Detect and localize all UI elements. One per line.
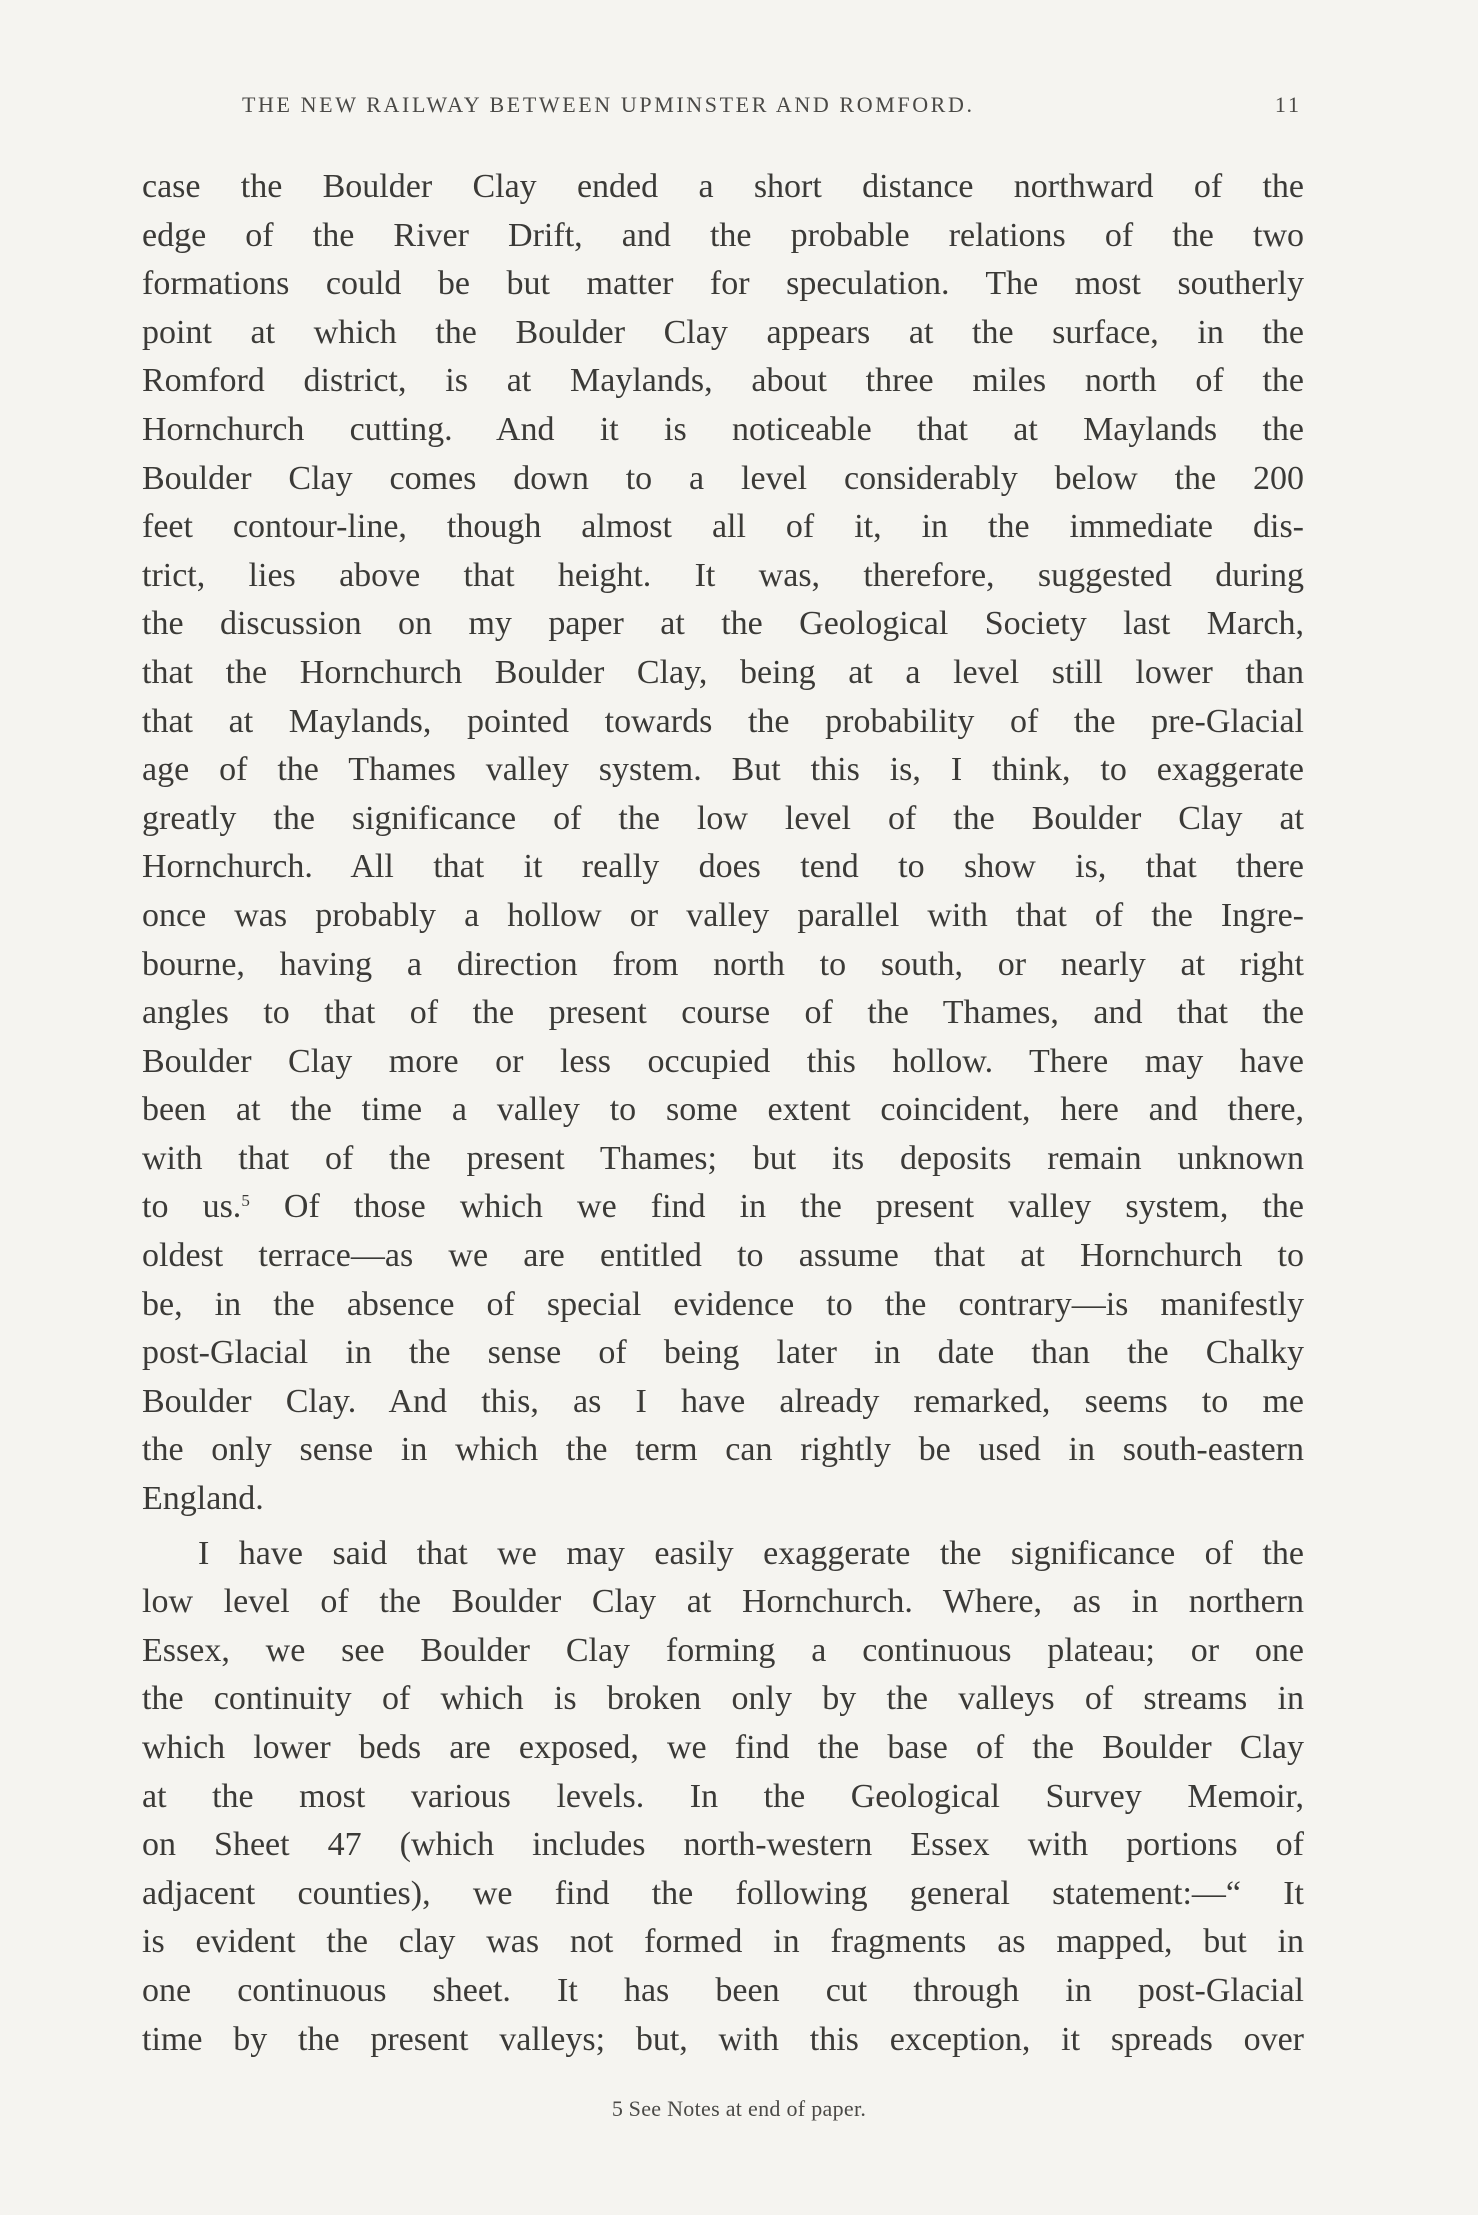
text-line: at the most various levels. In the Geological Survey Memoir, (142, 1777, 1304, 1815)
text-line: greatly the significance of the low level of the Boulder Clay at (142, 799, 1304, 837)
text-line: is evident the clay was not formed in fragments as mapped, but in (142, 1923, 1304, 1961)
text-line: point at which the Boulder Clay appears at the surface, in the (142, 313, 1304, 351)
page-number: 11 (1274, 92, 1302, 117)
text-line: which lower beds are exposed, we find the base of the Boulder Clay (142, 1729, 1304, 1766)
text-line: once was probably a hollow or valley parallel with that of the Ingre- (142, 896, 1304, 934)
text-line: Hornchurch. All that it really does tend to show is, that there (142, 848, 1304, 886)
text-line: low level of the Boulder Clay at Hornchurch. Where, as in northern (142, 1583, 1304, 1621)
text-line: angles to that of the present course of the Thames, and that the (142, 994, 1304, 1032)
text-segment: Of those which we find in the present valley system, the (249, 1188, 1305, 1226)
paragraph-1 (142, 163, 1304, 1524)
paragraph-2 (142, 1530, 1304, 2065)
text-line: one continuous sheet. It has been cut through in post-Glacial (142, 1971, 1304, 2009)
footnote-text: See Notes at end of paper. (628, 2096, 867, 2121)
text-line: be, in the absence of special evidence to the contrary—is manifestly (142, 1285, 1304, 1323)
running-title: THE NEW RAILWAY BETWEEN UPMINSTER AND ROMFORD. (242, 92, 975, 117)
text-line: on Sheet 47 (which includes north-western Essex with portions of (142, 1826, 1304, 1864)
text-segment: to us. (142, 1188, 242, 1226)
footnote-number: 5 (611, 2096, 624, 2121)
text-line: been at the time a valley to some extent coincident, here and there, (142, 1091, 1304, 1129)
text-line: the only sense in which the term can rightly be used in south-eastern (142, 1431, 1304, 1469)
text-line: age of the Thames valley system. But this is, I think, to exaggerate (142, 751, 1304, 789)
text-line: post-Glacial in the sense of being later in date than the Chalky (142, 1334, 1304, 1372)
text-line: edge of the River Drift, and the probable relations of the two (142, 216, 1304, 254)
text-line: Boulder Clay comes down to a level considerably below the 200 (142, 459, 1304, 497)
text-line: Boulder Clay. And this, as I have already remarked, seems to me (142, 1382, 1304, 1420)
running-head (142, 92, 1302, 122)
text-line: the discussion on my paper at the Geological Society last March, (142, 605, 1304, 643)
footnote (0, 2096, 1478, 2122)
text-line: I have said that we may easily exaggerate the significance of the (198, 1534, 1304, 1572)
text-line: the continuity of which is broken only by the valleys of streams in (142, 1680, 1304, 1718)
text-line: bourne, having a direction from north to south, or nearly at right (142, 945, 1304, 983)
text-line: time by the present valleys; but, with this exception, it spreads over (142, 2020, 1304, 2058)
text-line: oldest terrace—as we are entitled to assume that at Hornchurch to (142, 1237, 1304, 1275)
body-text (142, 163, 1304, 2064)
text-line: Romford district, is at Maylands, about three miles north of the (142, 362, 1304, 400)
text-line: with that of the present Thames; but its deposits remain unknown (142, 1139, 1304, 1177)
footnote-reference[interactable]: 5 (241, 1191, 250, 1211)
text-line: that at Maylands, pointed towards the probability of the pre-Glacial (142, 702, 1304, 740)
text-line: trict, lies above that height. It was, therefore, suggested during (142, 556, 1304, 594)
text-line-with-footnote (142, 1183, 1304, 1232)
text-line: case the Boulder Clay ended a short distance northward of the (142, 168, 1304, 205)
text-line: that the Hornchurch Boulder Clay, being at a level still lower than (142, 653, 1304, 691)
text-line: feet contour-line, though almost all of it, in the immediate dis- (142, 508, 1304, 546)
text-line: Essex, we see Boulder Clay forming a continuous plateau; or one (142, 1631, 1304, 1669)
text-line: adjacent counties), we find the following general statement:—“ It (142, 1874, 1304, 1912)
text-line: England. (142, 1480, 264, 1518)
text-line: formations could be but matter for speculation. The most southerly (142, 265, 1304, 303)
text-line: Hornchurch cutting. And it is noticeable that at Maylands the (142, 410, 1304, 448)
text-line: Boulder Clay more or less occupied this hollow. There may have (142, 1042, 1304, 1080)
